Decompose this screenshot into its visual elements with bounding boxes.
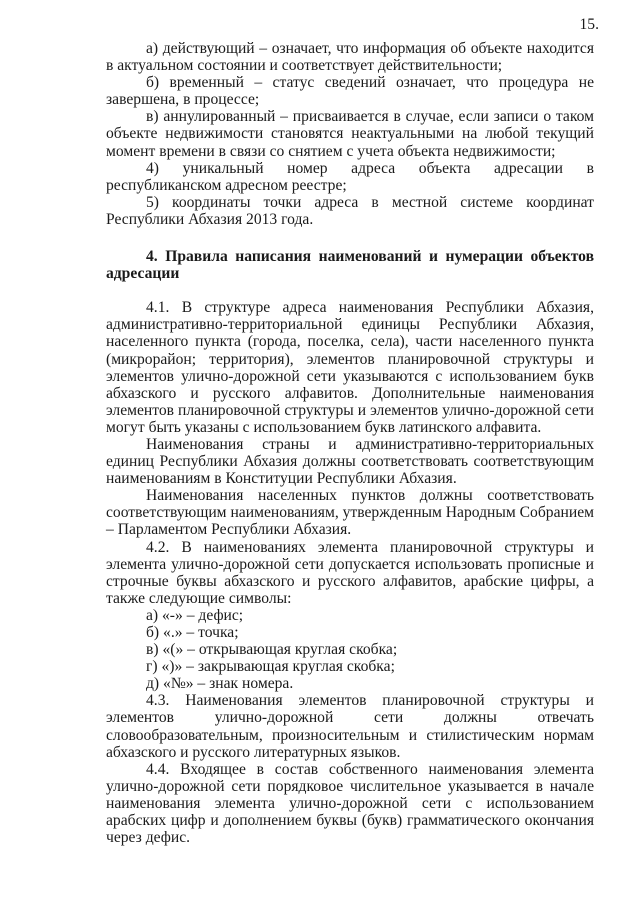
page-number: 15.: [579, 16, 599, 33]
paragraph-settlement-names: Наименования населенных пунктов должны соответствовать соответствующим наименованиям, утвержденным Народным Собранием – Парламентом Республики Абхазия.: [106, 487, 594, 539]
symbol-item-hyphen: а) «-» – дефис;: [146, 606, 244, 624]
list-item-4: 4) уникальный номер адреса объекта адресации в республиканском адресном реестре;: [106, 159, 594, 194]
symbol-item-dot: б) «.» – точка;: [146, 624, 239, 641]
section-heading: 4. Правила написания наименований и нумерации объектов адресации: [106, 248, 594, 283]
paragraph-4-4: 4.4. Входящее в состав собственного наименования элемента улично-дорожной сети порядковое числительное указывается в начале наименования элемента улично-дорожной сети с использованием арабских цифр и дополнением буквы (букв) грамматического окончания через дефис.: [106, 760, 594, 847]
symbol-item-close-paren: г) «)» – закрывающая круглая скобка;: [146, 658, 395, 676]
status-item-c: в) аннулированный – присваивается в случае, если записи о таком объекте недвижимости становятся неактуальными на любой текущий момент времени в связи со снятием с учета объекта недвижимости;: [106, 108, 594, 160]
status-item-b: б) временный – статус сведений означает, что процедура не завершена, в процессе;: [106, 74, 594, 109]
paragraph-country-names: Наименования страны и административно-территориальных единиц Республики Абхазия должны соответствовать соответствующим наименованиям в Конституции Республики Абхазия.: [106, 435, 594, 488]
paragraph-4-1: 4.1. В структуре адреса наименования Республики Абхазия, административно-территориальной единицы Республики Абхазия, населенного пункта (города, поселка, села), части населенного пункта (микрорайон; территория), элементов планировочной структуры и элементов улично-дорожной сети указываются с использованием букв абхазского и русского алфавитов. Дополнительные наименования элементов планировочной структуры и элементов улично-дорожной сети могут быть указаны с использованием букв латинского алфавита.: [106, 299, 594, 436]
list-item-5: 5) координаты точки адреса в местной системе координат Республики Абхазия 2013 года.: [106, 193, 594, 228]
document-body: [106, 40, 594, 846]
symbol-item-number-sign: д) «№» – знак номера.: [146, 675, 294, 693]
paragraph-4-2: 4.2. В наименованиях элемента планировочной структуры и элемента улично-дорожной сети допускается использовать прописные и строчные буквы абхазского и русского алфавитов, арабские цифры, а также следующие символы:: [106, 538, 594, 607]
symbol-item-open-paren: в) «(» – открывающая круглая скобка;: [146, 641, 398, 659]
paragraph-4-3: 4.3. Наименования элементов планировочной структуры и элементов улично-дорожной сети должны отвечать словообразовательным, произносительным и стилистическим нормам абхазского и русского литературных языков.: [106, 692, 594, 761]
status-item-a: а) действующий – означает, что информация об объекте находится в актуальном состоянии и соответствует действительности;: [106, 40, 594, 75]
